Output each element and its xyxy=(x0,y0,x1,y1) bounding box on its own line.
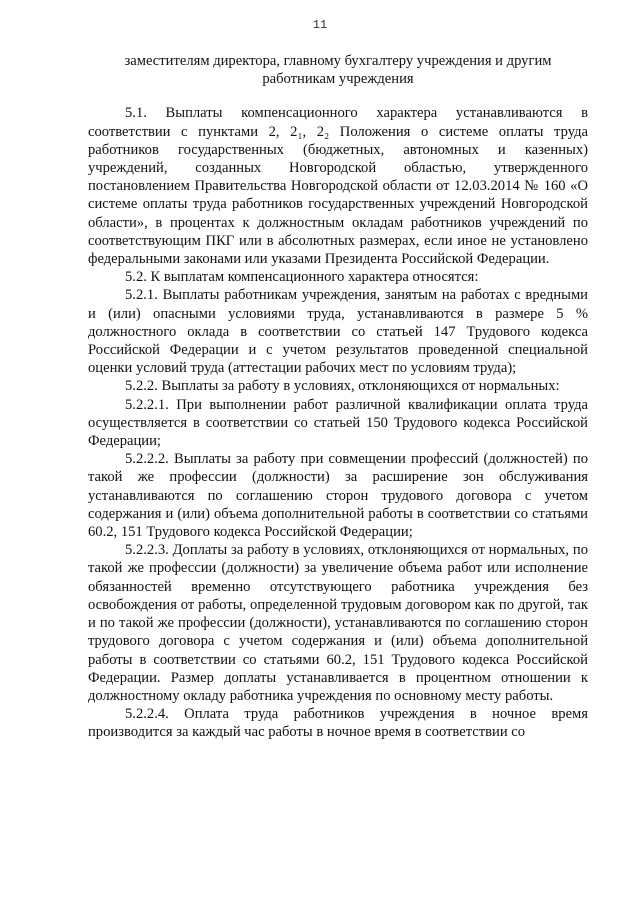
paragraph-5-2-2-3: 5.2.2.3. Доплаты за работу в условиях, отклоняющихся от нормальных, по такой же профессии (должности) за увеличение объема работ или исполнение обязанностей временно отсутствующего работника учреждения без освобождения от работы, определенной трудовым договором как по другой, так и по такой же профессии (должности), устанавливаются по соглашению сторон трудового договора с учетом содержания и (или) объема дополнительной работы в соответствии со статьями 60.2, 151 Трудового кодекса Российской Федерации. Размер доплаты устанавливается в процентном отношении к должностному окладу работника учреждения по основному месту работы. xyxy=(88,542,588,704)
paragraph-5-2-2-1: 5.2.2.1. При выполнении работ различной квалификации оплата труда осуществляется в соответствии со статьей 150 Трудового кодекса Российской Федерации; xyxy=(88,396,588,450)
paragraph-5-2-2: 5.2.2. Выплаты за работу в условиях, отклоняющихся от нормальных: xyxy=(125,378,560,395)
paragraph-5-2-2-2: 5.2.2.2. Выплаты за работу при совмещении профессий (должностей) по такой же профессии (должности) за расширение зон обслуживания устанавливаются по соглашению сторон трудового договора с учетом содержания и (или) объема дополнительной работы в соответствии со статьями 60.2, 151 Трудового кодекса Российской Федерации; xyxy=(88,451,588,541)
paragraph-5-2: 5.2. К выплатам компенсационного характера относятся: xyxy=(125,269,479,286)
document-body xyxy=(88,52,588,742)
paragraph-5-2-1: 5.2.1. Выплаты работникам учреждения, занятым на работах с вредными и (или) опасными условиями труда, устанавливаются в размере 5 % должностного оклада в соответствии со статьей 147 Трудового кодекса Российской Федерации и с учетом результатов проведенной специальной оценки условий труда (аттестации рабочих мест по условиям труда); xyxy=(88,287,588,377)
page-number: 11 xyxy=(312,18,328,32)
paragraph-5-1: 5.1. Выплаты компенсационного характера устанавливаются в соответствии с пунктами 2, 2₁, 2₂ Положения о системе оплаты труда работников государственных (бюджетных, автономных и казенных) учреждений, созданных Новгородской областью, утвержденного постановлением Правительства Новгородской области от 12.03.2014 № 160 «О системе оплаты труда работников государственных учреждений Новгородской области», в процентах к должностным окладам работников учреждений по соответствующим ПКГ или в абсолютных размерах, если иное не установлено федеральными законами или указами Президента Российской Федерации. xyxy=(88,105,588,268)
section-heading: заместителям директора, главному бухгалтеру учреждения и другим работникам учреждения xyxy=(124,53,552,88)
paragraph-5-2-2-4: 5.2.2.4. Оплата труда работников учреждения в ночное время производится за каждый час работы в ночное время в соответствии со xyxy=(88,706,588,741)
